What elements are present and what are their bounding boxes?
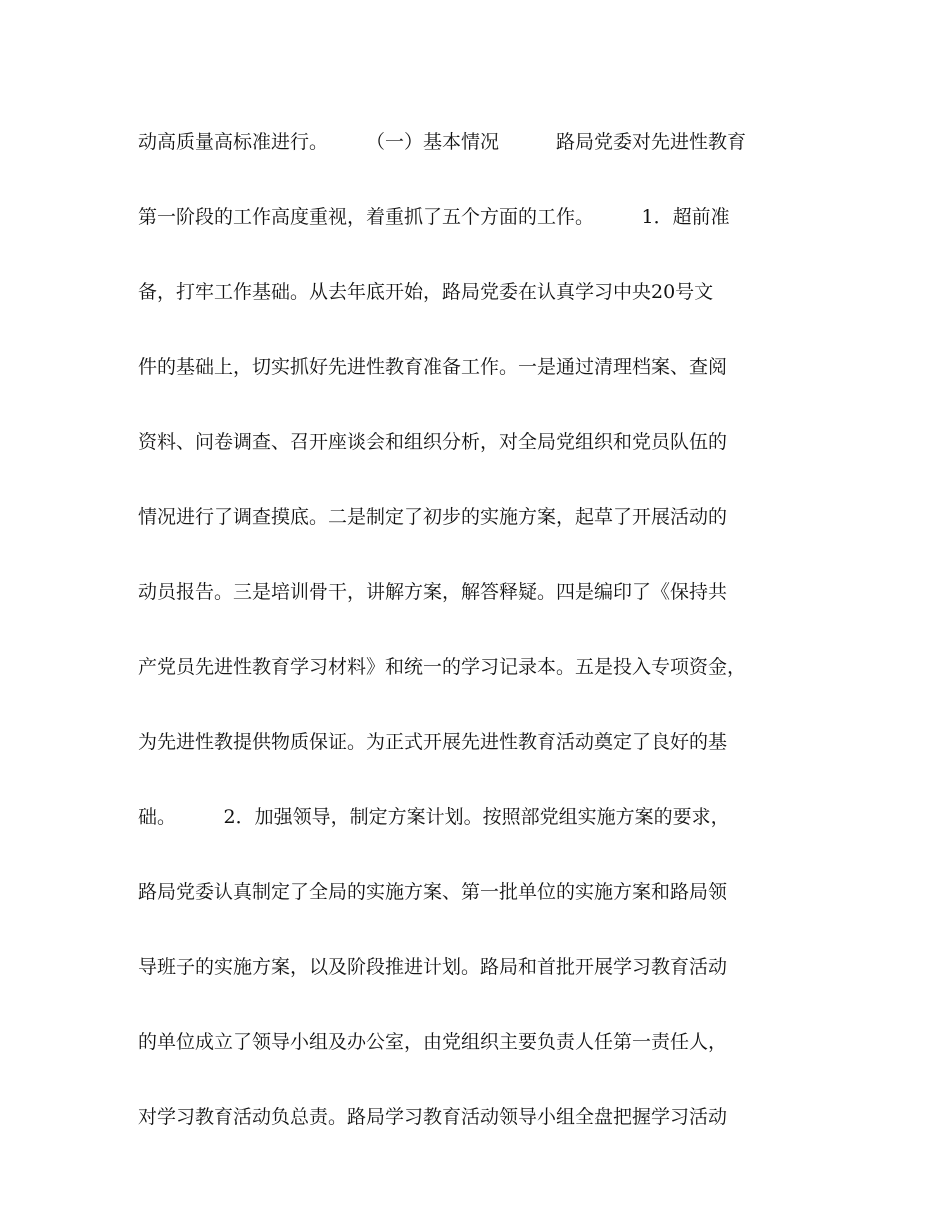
body-text — [138, 124, 838, 1174]
text-line-13: 的单位成立了领导小组及办公室，由党组织主要负责人任第一责任人， — [138, 1031, 728, 1053]
text-line-4: 件的基础上，切实抓好先进性教育准备工作。一是通过清理档案、查阅 — [138, 356, 728, 378]
text-line-1: 动高质量高标准进行。 （一）基本情况 路局党委对先进性教育 — [138, 131, 747, 153]
text-line-7: 动员报告。三是培训骨干，讲解方案，解答释疑。四是编印了《保持共 — [138, 581, 728, 603]
text-line-6: 情况进行了调查摸底。二是制定了初步的实施方案，起草了开展活动的 — [138, 506, 728, 528]
text-line-3: 备，打牢工作基础。从去年底开始，路局党委在认真学习中央20号文 — [138, 281, 714, 303]
text-line-2: 第一阶段的工作高度重视，着重抓了五个方面的工作。 1．超前准 — [138, 206, 730, 228]
text-line-5: 资料、问卷调查、召开座谈会和组织分析，对全局党组织和党员队伍的 — [138, 431, 728, 453]
text-line-9: 为先进性教提供物质保证。为正式开展先进性教育活动奠定了良好的基 — [138, 731, 728, 753]
text-line-10: 础。 2．加强领导，制定方案计划。按照部党组实施方案的要求， — [138, 806, 730, 828]
text-line-12: 导班子的实施方案，以及阶段推进计划。路局和首批开展学习教育活动 — [138, 956, 728, 978]
text-line-14: 对学习教育活动负总责。路局学习教育活动领导小组全盘把握学习活动 — [138, 1106, 728, 1128]
text-line-11: 路局党委认真制定了全局的实施方案、第一批单位的实施方案和路局领 — [138, 881, 728, 903]
text-line-8: 产党员先进性教育学习材料》和统一的学习记录本。五是投入专项资金， — [138, 656, 747, 678]
